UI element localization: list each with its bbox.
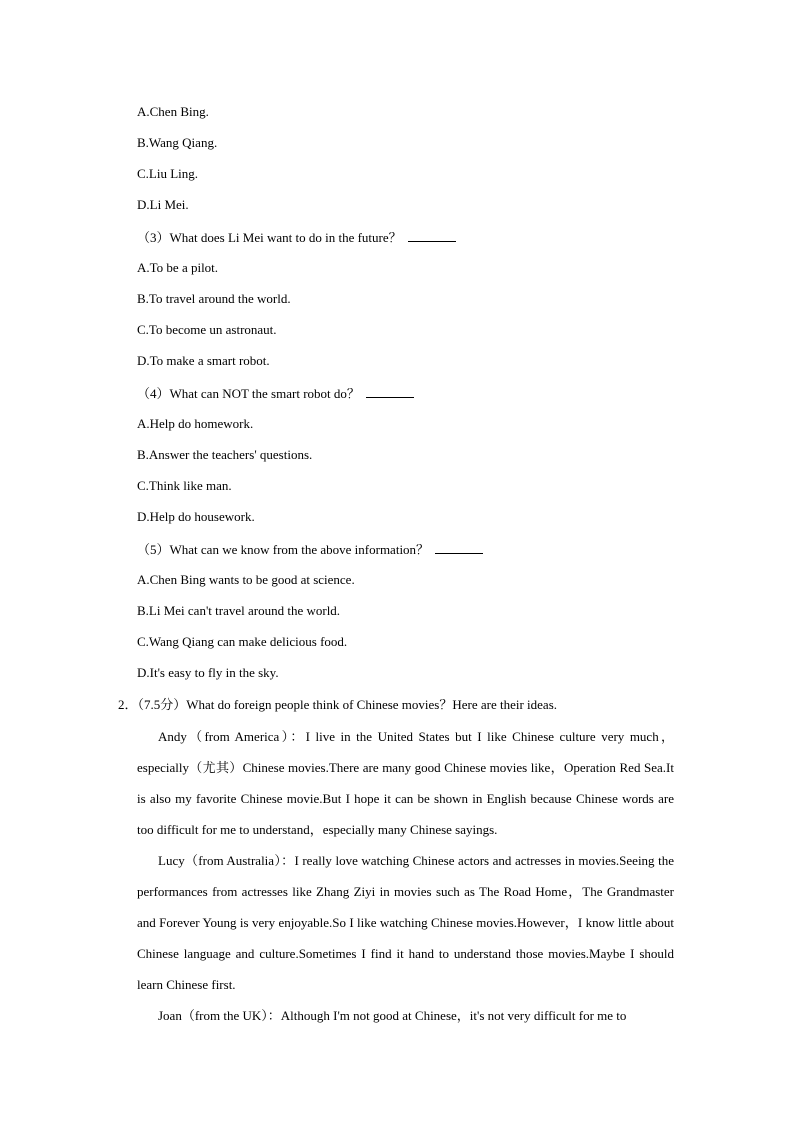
q4-stem-row	[137, 385, 414, 402]
reading-passage	[137, 721, 674, 1031]
q3-option-c: C.To become un astronaut.	[137, 322, 277, 337]
paragraph-joan: Joan（from the UK）：Although I'm not good at Chinese，it's not very difficult for me to	[158, 1008, 627, 1023]
q3-stem: （3）What does Li Mei want to do in the future？	[137, 230, 402, 245]
q4-option-c: C.Think like man.	[137, 478, 232, 493]
q3-stem-row	[137, 229, 456, 246]
q2-option-c: C.Liu Ling.	[137, 166, 199, 181]
section-2-number: 2．	[118, 697, 138, 712]
q4-option-d: D.Help do housework.	[137, 509, 255, 524]
q3-option-a: A.To be a pilot.	[137, 260, 219, 275]
q5-option-a: A.Chen Bing wants to be good at science.	[137, 572, 355, 587]
q3-answer-blank[interactable]	[408, 229, 456, 242]
q3-option-b: B.To travel around the world.	[137, 291, 291, 306]
q2-option-a: A.Chen Bing.	[137, 104, 209, 119]
paragraph-andy: Andy（from America）：I live in the United States but I like Chinese culture very much，especially（尤其）Chinese movies.There are many good Chinese movies like，Operation Red Sea.It is also my favorite Chinese movie.But I hope it can be shown in English because Chinese words are too difficult for me to understand，especially many Chinese sayings.	[137, 729, 674, 837]
q4-answer-blank[interactable]	[366, 385, 414, 398]
paragraph-lucy: Lucy（from Australia）：I really love watching Chinese actors and actresses in movies.Seeing the performances from actresses like Zhang Ziyi in movies such as The Road Home，The Grandmaster and Forever Young is very enjoyable.So I like watching Chinese movies.However，I know little about Chinese language and culture.Sometimes I find it hand to understand those movies.Maybe I should learn Chinese first.	[137, 853, 674, 992]
q3-option-d: D.To make a smart robot.	[137, 353, 270, 368]
q5-stem: （5）What can we know from the above information？	[137, 542, 430, 557]
q5-option-b: B.Li Mei can't travel around the world.	[137, 603, 341, 618]
q2-option-d: D.Li Mei.	[137, 197, 189, 212]
q5-stem-row	[137, 541, 483, 558]
q5-option-d: D.It's easy to fly in the sky.	[137, 665, 279, 680]
q2-option-b: B.Wang Qiang.	[137, 135, 218, 150]
q4-option-a: A.Help do homework.	[137, 416, 254, 431]
section-2-intro: （7.5分）What do foreign people think of Chinese movies？Here are their ideas.	[137, 697, 558, 712]
q5-answer-blank[interactable]	[435, 541, 483, 554]
q4-stem: （4）What can NOT the smart robot do？	[137, 386, 360, 401]
section-2-heading	[118, 697, 557, 713]
q5-option-c: C.Wang Qiang can make delicious food.	[137, 634, 348, 649]
q4-option-b: B.Answer the teachers' questions.	[137, 447, 313, 462]
